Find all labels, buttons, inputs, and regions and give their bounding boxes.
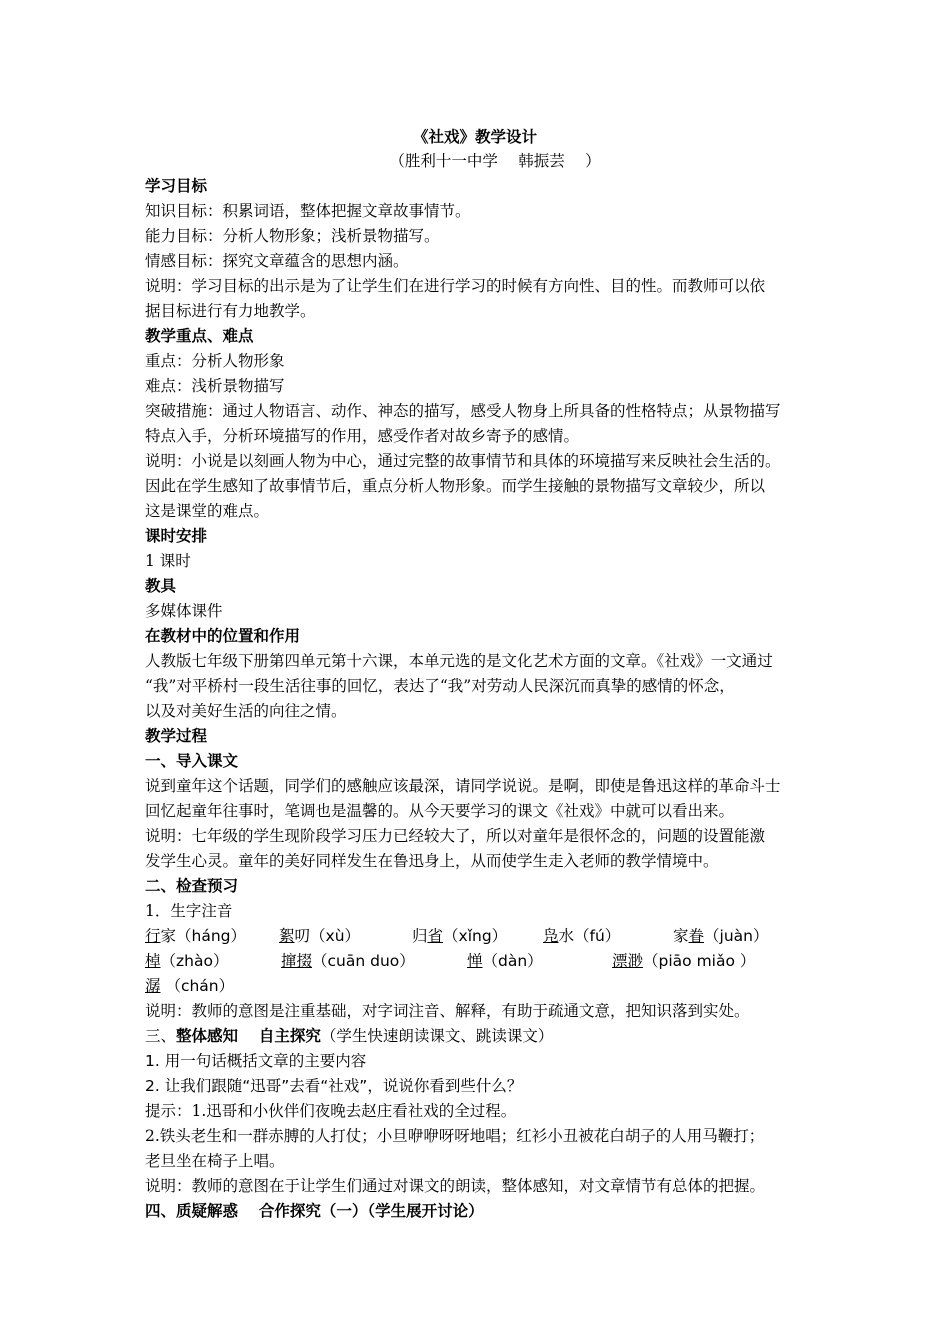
overview-hint-line: 提示：1.迅哥和小伙伴们夜晚去赵庄看社戏的全过程。 <box>145 1102 517 1120</box>
position-line: 以及对美好生活的向往之情。 <box>145 702 347 720</box>
intro-line: 说到童年这个话题，同学们的感触应该最深，请同学说说。是啊，即使是鲁迅这样的革命斗士 <box>145 777 781 795</box>
author-line: （胜利十一中学 韩振芸 ） <box>389 152 601 170</box>
step-heading-intro: 一、导入课文 <box>145 752 239 770</box>
position-line: “我”对平桥村一段生活往事的回忆，表达了“我”对劳动人民深沉而真挚的感情的怀念， <box>145 677 735 695</box>
position-line: 人教版七年级下册第四单元第十六课，本单元选的是文化艺术方面的文章。《社戏》一文通过 <box>145 652 773 670</box>
intro-note-line: 发学生心灵。童年的美好同样发生在鲁迅身上，从而使学生走入老师的教学情境中。 <box>145 852 719 870</box>
overview-question: 1. 用一句话概括文章的主要内容 <box>145 1052 367 1070</box>
overview-question: 2. 让我们跟随“迅哥”去看“社戏”，说说你看到些什么？ <box>145 1077 523 1095</box>
preview-note: 说明：教师的意图是注重基础，对字词注音、解释，有助于疏通文意，把知识落到实处。 <box>145 1002 750 1020</box>
section-heading-objectives: 学习目标 <box>145 177 208 195</box>
vocab-word: 漂渺（piāo miǎo ） <box>612 952 756 970</box>
vocab-word: 絮叨（xù） <box>279 927 361 945</box>
tools-value: 多媒体课件 <box>145 602 223 620</box>
intro-line: 回忆起童年往事时，笔调也是温馨的。从今天要学习的课文《社戏》中就可以看出来。 <box>145 802 735 820</box>
objectives-note-line: 说明：学习目标的出示是为了让学生们在进行学习的时候有方向性、目的性。而教师可以依 <box>145 277 766 295</box>
schedule-value: 1 课时 <box>145 552 191 570</box>
focus-note-line: 这是课堂的难点。 <box>145 502 270 520</box>
step-heading-discussion: 四、质疑解惑 合作探究（一）（学生展开讨论） <box>145 1202 484 1220</box>
intro-note-line: 说明：七年级的学生现阶段学习压力已经较大了，所以对童年是很怀念的，问题的设置能激 <box>145 827 766 845</box>
focus-note-line: 因此在学生感知了故事情节后，重点分析人物形象。而学生接触的景物描写文章较少，所以 <box>145 477 766 495</box>
section-heading-focus: 教学重点、难点 <box>145 327 254 345</box>
section-heading-schedule: 课时安排 <box>145 527 208 545</box>
section-heading-process: 教学过程 <box>145 727 208 745</box>
overview-hint-line: 2.铁头老生和一群赤膊的人打仗；小旦咿咿呀呀地唱；红衫小丑被花白胡子的人用马鞭打； <box>145 1127 765 1145</box>
objective-knowledge: 知识目标：积累词语，整体把握文章故事情节。 <box>145 202 471 220</box>
page-title: 《社戏》教学设计 <box>412 128 537 146</box>
vocab-word: 行家（háng） <box>145 927 247 945</box>
focus-measure-line: 特点入手，分析环境描写的作用，感受作者对故乡寄予的感情。 <box>145 427 580 445</box>
overview-note: 说明：教师的意图在于让学生们通过对课文的朗读，整体感知，对文章情节有总体的把握。 <box>145 1177 766 1195</box>
section-heading-position: 在教材中的位置和作用 <box>145 627 301 645</box>
overview-hint-line: 老旦坐在椅子上唱。 <box>145 1152 285 1170</box>
focus-difficulty: 难点：浅析景物描写 <box>145 377 285 395</box>
vocab-word: 撺掇（cuān duo） <box>281 952 415 970</box>
section-heading-tools: 教具 <box>145 577 177 595</box>
vocab-word: 潺 （chán） <box>145 977 235 995</box>
focus-note-line: 说明：小说是以刻画人物为中心，通过完整的故事情节和具体的环境描写来反映社会生活的。 <box>145 452 781 470</box>
vocab-word: 家眷（juàn） <box>673 927 769 945</box>
step-heading-overview: 三、整体感知 自主探究（学生快速朗读课文、跳读课文） <box>145 1027 554 1045</box>
preview-subheading: 1．生字注音 <box>145 902 233 920</box>
step-heading-preview: 二、检查预习 <box>145 877 239 895</box>
objective-emotion: 情感目标：探究文章蕴含的思想内涵。 <box>145 252 409 270</box>
focus-key-point: 重点：分析人物形象 <box>145 352 285 370</box>
focus-measure-line: 突破措施：通过人物语言、动作、神态的描写，感受人物身上所具备的性格特点；从景物描写 <box>145 402 781 420</box>
objective-ability: 能力目标：分析人物形象；浅析景物描写。 <box>145 227 440 245</box>
vocab-word: 棹（zhào） <box>145 952 229 970</box>
vocab-word: 凫水（fú） <box>543 927 621 945</box>
vocab-word: 归省（xǐng） <box>412 927 508 945</box>
vocab-word: 惮（dàn） <box>467 952 543 970</box>
objectives-note-line: 据目标进行有力地教学。 <box>145 302 316 320</box>
